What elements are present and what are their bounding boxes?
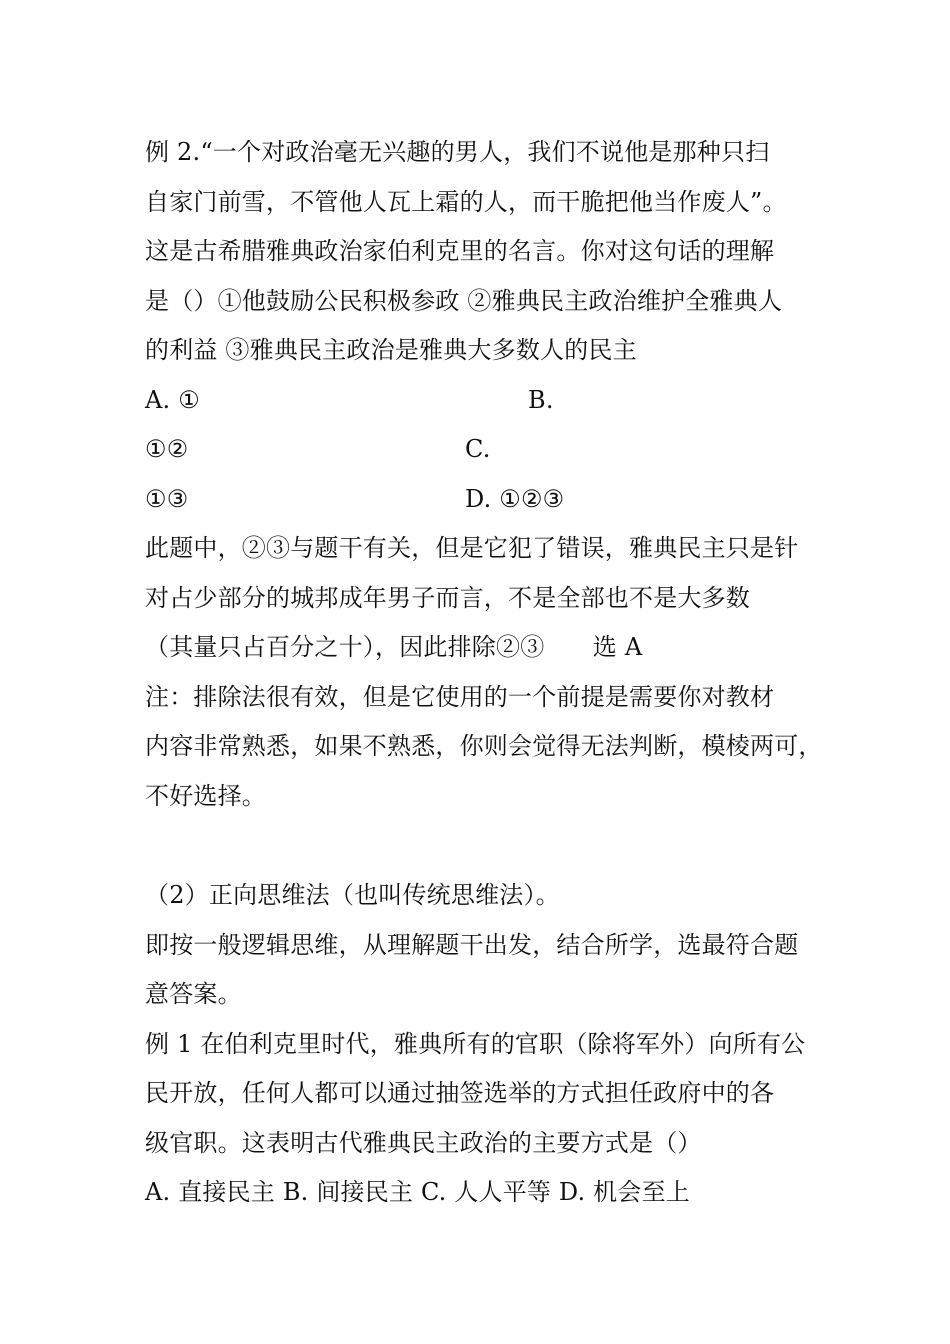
- option-d: D. ①②③: [465, 484, 565, 513]
- example-1-question: [145, 1020, 825, 1218]
- option-a: A. ①: [145, 385, 200, 414]
- section-2-heading: （2）正向思维法（也叫传统思维法）。: [145, 881, 560, 909]
- note-line-2: 内容非常熟悉，如果不熟悉，你则会觉得无法判断，模棱两可，: [145, 732, 823, 760]
- option-c: C.: [465, 435, 491, 463]
- option-row-1: [145, 376, 825, 426]
- section-2-desc-line-2: 意答案。: [145, 980, 242, 1008]
- example-1-line-2: 民开放，任何人都可以通过抽签选举的方式担任政府中的各: [145, 1079, 775, 1107]
- example-2-line-5: 的利益 ③雅典民主政治是雅典大多数人的民主: [145, 336, 637, 364]
- example-1-options: A. 直接民主 B. 间接民主 C. 人人平等 D. 机会至上: [145, 1178, 690, 1206]
- example-2-question: [145, 128, 825, 376]
- analysis-line-1: 此题中，②③与题干有关，但是它犯了错误，雅典民主只是针: [145, 534, 799, 562]
- option-b-value: ①②: [145, 435, 189, 463]
- example-2-line-4: 是（）①他鼓励公民积极参政 ②雅典民主政治维护全雅典人: [145, 286, 783, 315]
- example-1-line-3: 级官职。这表明古代雅典民主政治的主要方式是（）: [145, 1128, 702, 1157]
- example-1-line-1: 例 1 在伯利克里时代，雅典所有的官职（除将军外）向所有公: [145, 1029, 806, 1058]
- example-2-options: [145, 376, 825, 525]
- document-body: [145, 128, 825, 1218]
- option-row-2: [145, 425, 825, 475]
- spacer: [145, 821, 825, 871]
- analysis-line-2: 对占少部分的城邦成年男子而言，不是全部也不是大多数: [145, 583, 750, 612]
- note-line-3: 不好选择。: [145, 781, 266, 810]
- example-2-line-3: 这是古希腊雅典政治家伯利克里的名言。你对这句话的理解: [145, 237, 775, 265]
- section-2: [145, 871, 825, 1020]
- example-2-line-1: 例 2.“一个对政治毫无兴趣的男人，我们不说他是那种只扫: [145, 138, 770, 166]
- example-2-line-2: 自家门前雪，不管他人瓦上霜的人，而干脆把他当作废人”。: [145, 187, 787, 216]
- example-2-analysis: [145, 524, 825, 673]
- analysis-line-3: （其量只占百分之十），因此排除②③ 选 A: [145, 633, 643, 661]
- option-row-3: [145, 475, 825, 525]
- note-line-1: 注：排除法很有效，但是它使用的一个前提是需要你对教材: [145, 682, 775, 711]
- section-2-desc-line-1: 即按一般逻辑思维，从理解题干出发，结合所学，选最符合题: [145, 930, 799, 959]
- example-2-note: [145, 673, 825, 822]
- option-b: B.: [528, 385, 554, 414]
- option-c-value: ①③: [145, 484, 189, 513]
